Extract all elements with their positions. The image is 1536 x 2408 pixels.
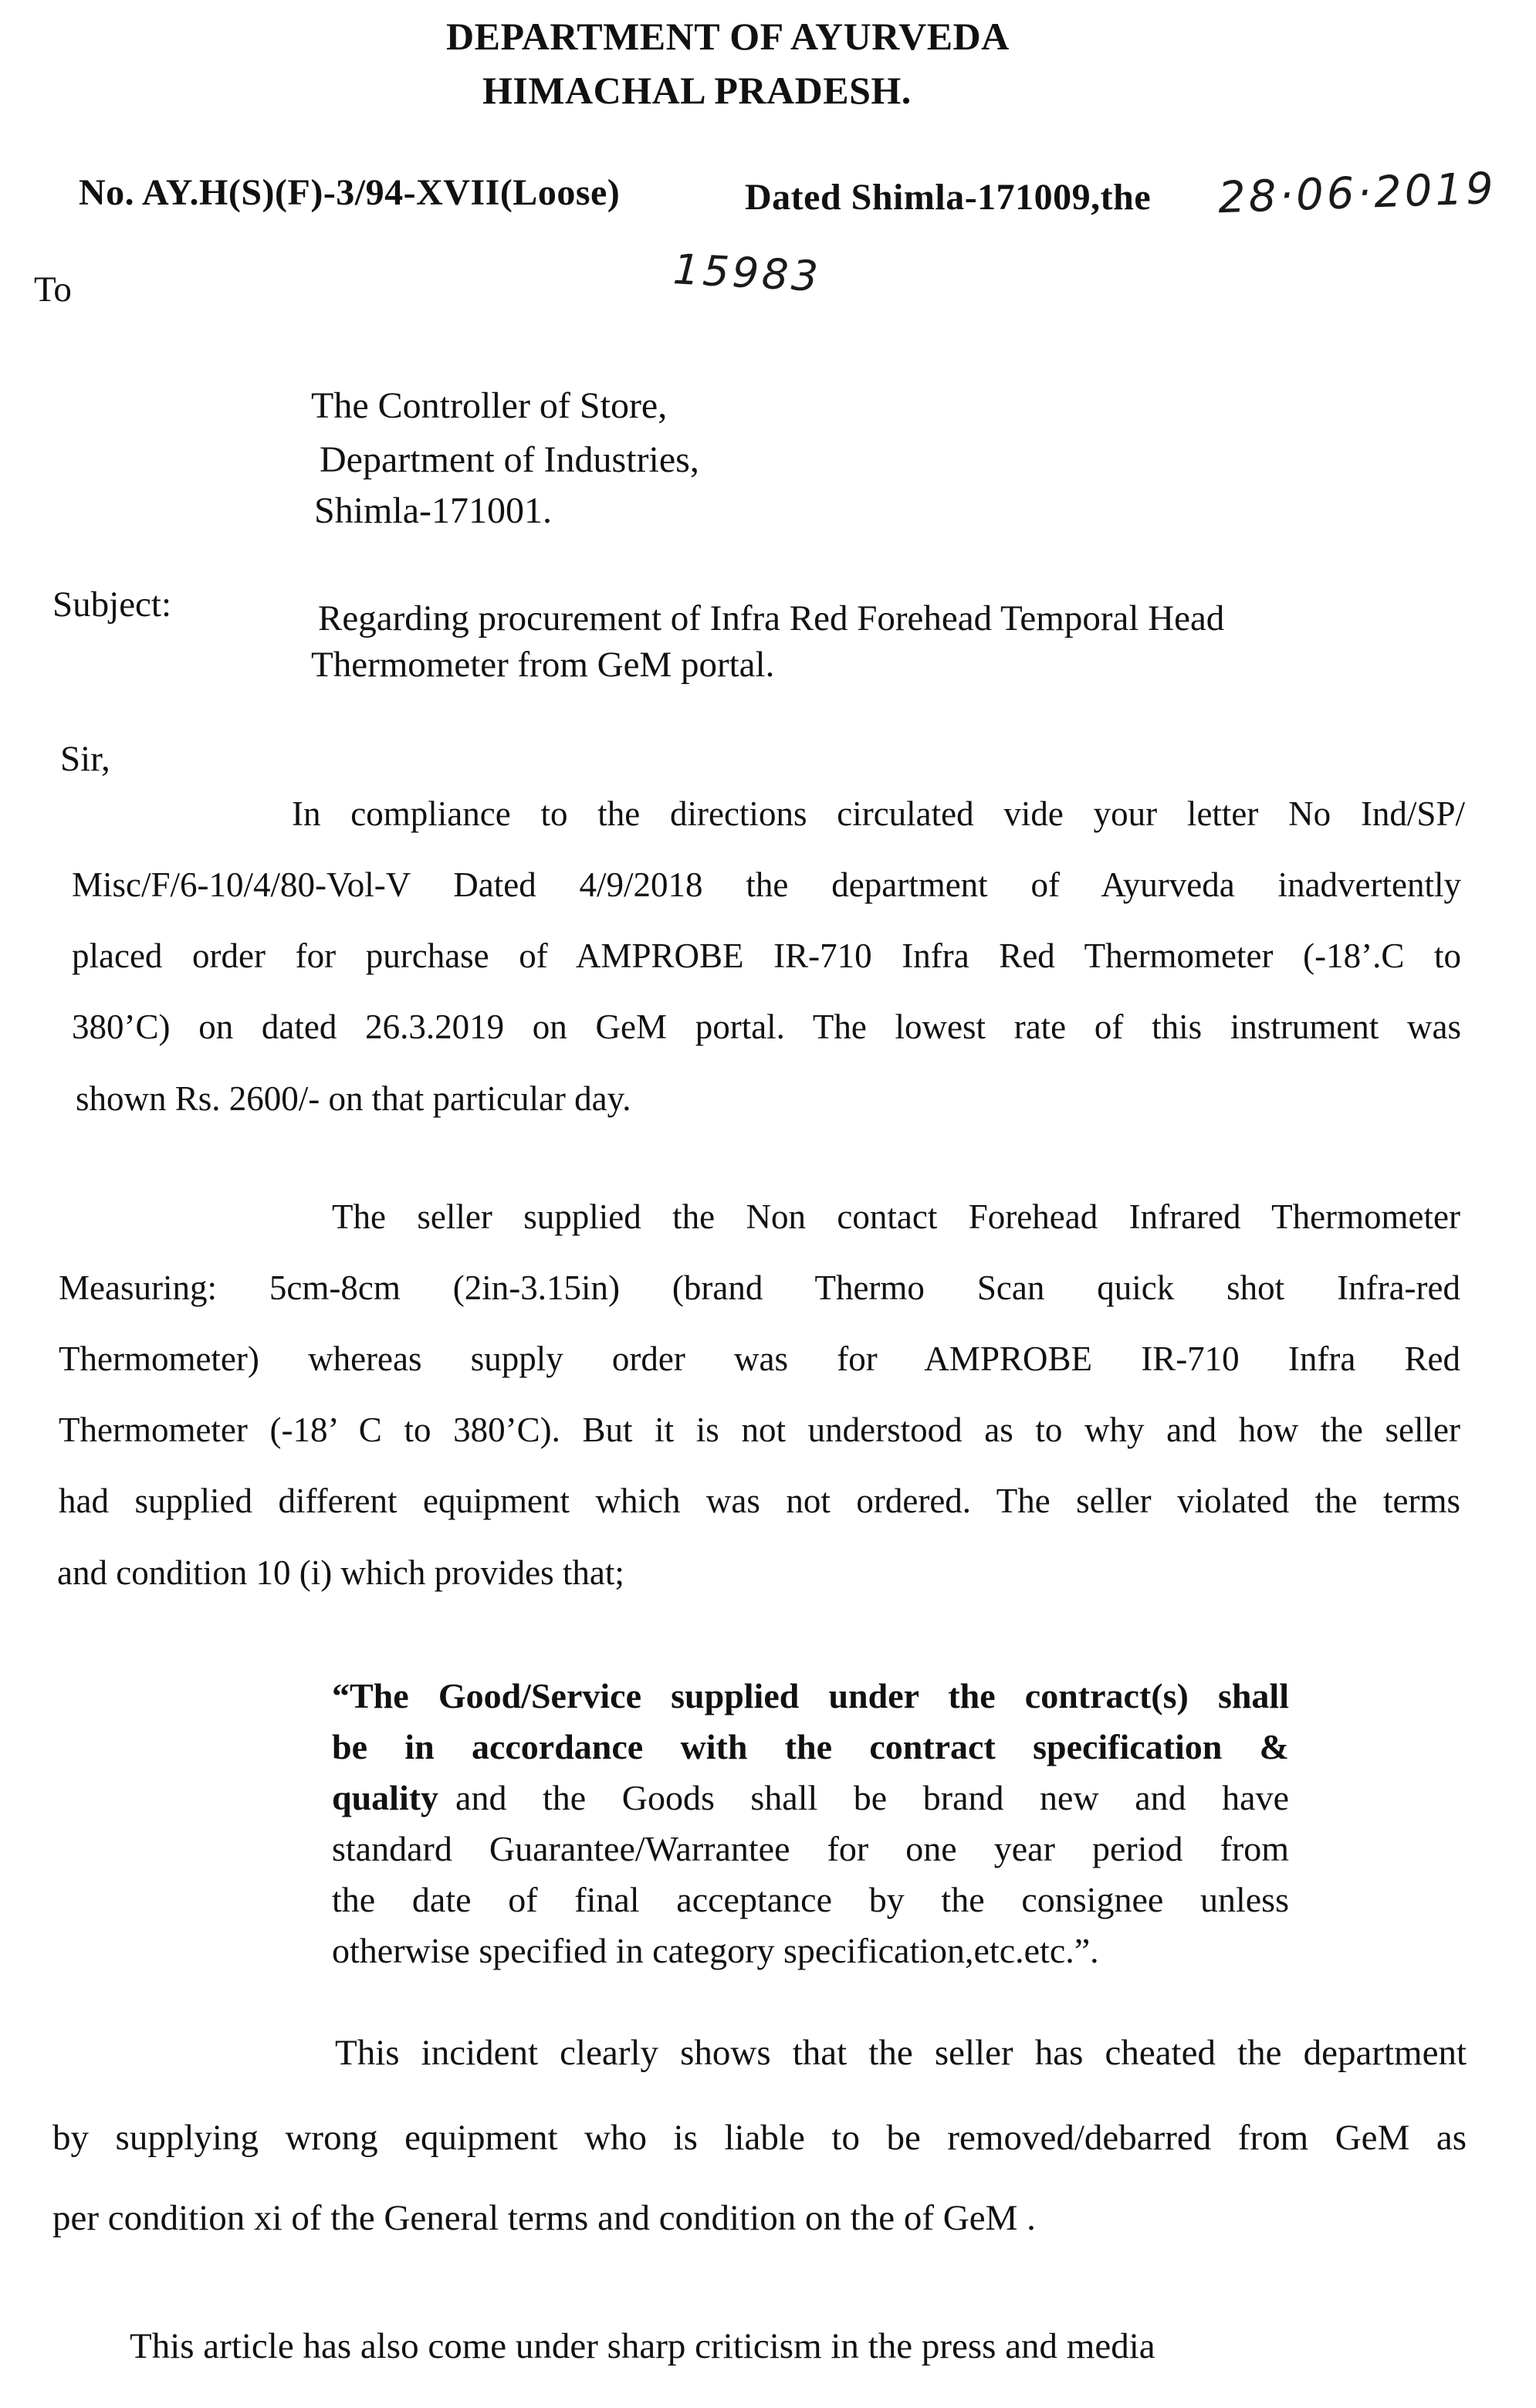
address-line-1: The Controller of Store, — [311, 385, 668, 426]
department-heading: DEPARTMENT OF AYURVEDA — [446, 15, 1010, 58]
para1-line-5: shown Rs. 2600/- on that particular day. — [76, 1079, 631, 1118]
para4-line-1: This article has also come under sharp criticism in the press and media — [130, 2326, 1155, 2366]
subject-line-2: Thermometer from GeM portal. — [311, 645, 775, 685]
quote-line-6: otherwise specified in category specification,etc.etc.”. — [332, 1931, 1099, 1970]
handwritten-date: 28·06·2019 — [1216, 163, 1497, 224]
para2-line-2: Measuring: 5cm-8cm (2in-3.15in) (brand Thermo Scan quick shot Infra-red — [59, 1268, 1460, 1307]
to-label: To — [34, 269, 72, 310]
para2-line-5: had supplied different equipment which was not ordered. The seller violated the terms — [59, 1482, 1460, 1520]
quote-line-3 — [332, 1777, 1289, 1818]
para2-line-3: Thermometer) whereas supply order was for AMPROBE IR-710 Infra Red — [59, 1339, 1460, 1378]
quote-line-4: standard Guarantee/Warrantee for one year period from — [332, 1829, 1289, 1868]
address-line-3: Shimla-171001. — [314, 490, 552, 531]
subject-line-1: Regarding procurement of Infra Red Forehead Temporal Head — [318, 598, 1225, 638]
quote-line-1: “The Good/Service supplied under the contract(s) shall — [332, 1676, 1289, 1715]
para1-line-2: Misc/F/6-10/4/80-Vol-V Dated 4/9/2018 the department of Ayurveda inadvertently — [72, 865, 1461, 904]
address-line-2: Department of Industries, — [320, 439, 699, 480]
para1-line-3: placed order for purchase of AMPROBE IR-710 Infra Red Thermometer (-18’.C to — [72, 936, 1461, 975]
salutation: Sir, — [60, 739, 110, 779]
para1-line-1: In compliance to the directions circulated vide your letter No Ind/SP/ — [292, 794, 1465, 833]
subject-label: Subject: — [52, 584, 172, 625]
para2-line-4: Thermometer (-18’ C to 380’C). But it is not understood as to why and how the seller — [59, 1411, 1460, 1449]
para2-line-1: The seller supplied the Non contact Forehead Infrared Thermometer — [332, 1197, 1460, 1236]
para3-line-2: by supplying wrong equipment who is liable to be removed/debarred from GeM as — [52, 2118, 1467, 2158]
para3-line-1: This incident clearly shows that the seller has cheated the department — [335, 2033, 1467, 2073]
quote-line-5: the date of final acceptance by the consignee unless — [332, 1880, 1289, 1919]
quote-line-2: be in accordance with the contract specification & — [332, 1727, 1289, 1766]
para1-line-4: 380’C) on dated 26.3.2019 on GeM portal. The lowest rate of this instrument was — [72, 1008, 1461, 1046]
quote-line-3-rest: and the Goods shall be brand new and have — [455, 1778, 1289, 1817]
reference-number: No. AY.H(S)(F)-3/94-XVII(Loose) — [79, 172, 621, 213]
dated-place: Dated Shimla-171009,the — [745, 177, 1152, 218]
para2-line-6: and condition 10 (i) which provides that; — [57, 1553, 624, 1592]
para3-line-3: per condition xi of the General terms and condition on the of GeM . — [52, 2198, 1036, 2238]
state-heading: HIMACHAL PRADESH. — [482, 69, 912, 112]
quote-quality-word: quality — [332, 1778, 439, 1817]
handwritten-dispatch-number: 15983 — [672, 245, 823, 301]
